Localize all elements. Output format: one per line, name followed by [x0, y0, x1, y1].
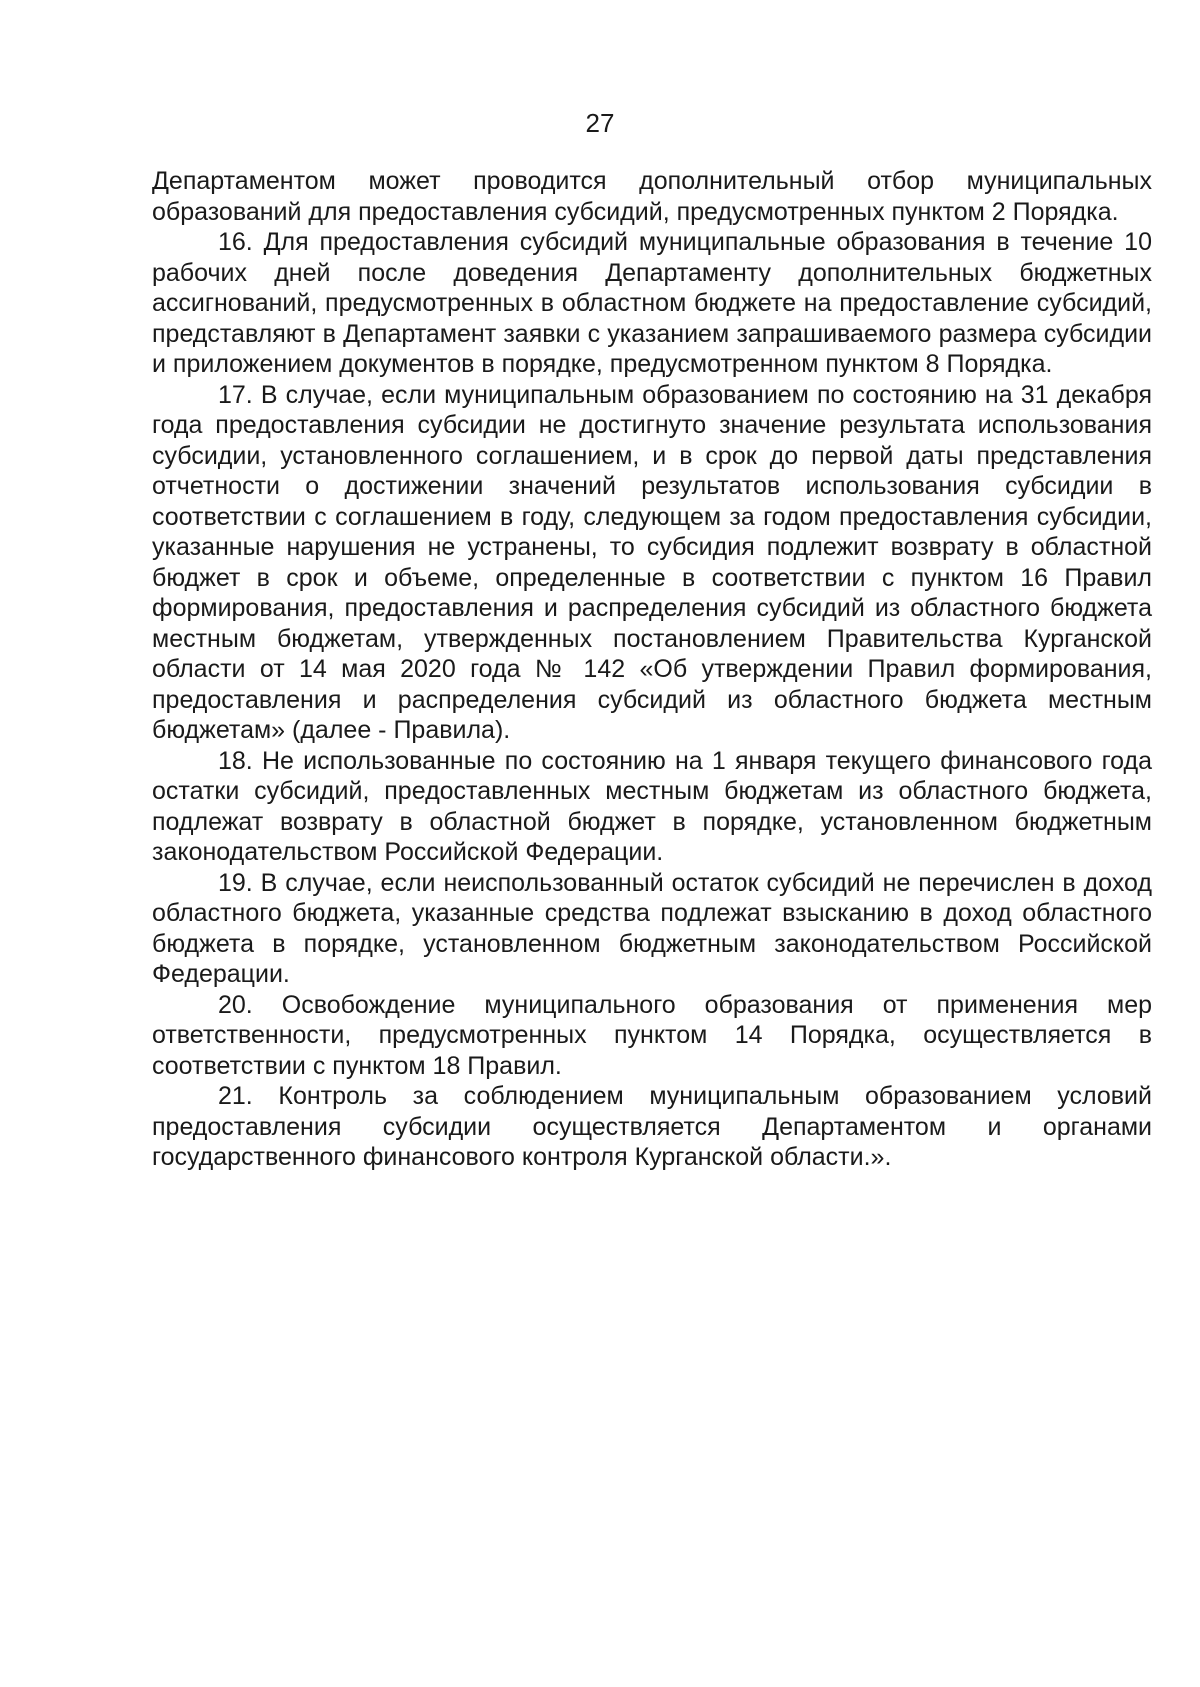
paragraph-19: 19. В случае, если неиспользованный остаток субсидий не перечислен в доход областного бюджета, указанные средства подлежат взысканию в доход областного бюджета в порядке, установленном бюджетным законодательством Российской Федерации. [152, 868, 1152, 988]
paragraph-21: 21. Контроль за соблюдением муниципальным образованием условий предоставления субсидии осуществляется Департаментом и органами государственного финансового контроля Курганской области.». [152, 1082, 1152, 1171]
paragraph-20: 20. Освобождение муниципального образования от применения мер ответственности, предусмотренных пунктом 14 Порядка, осуществляется в соответствии с пунктом 18 Правил. [152, 990, 1152, 1080]
paragraph-18: 18. Не использованные по состоянию на 1 января текущего финансового года остатки субсидий, предоставленных местным бюджетам из областного бюджета, подлежат возврату в областной бюджет в порядке, установленном бюджетным законодательством Российской Федерации. [152, 746, 1152, 866]
paragraph-16: 16. Для предоставления субсидий муниципальные образования в течение 10 рабочих дней после доведения Департаменту дополнительных бюджетных ассигнований, предусмотренных в областном бюджете на предоставление субсидий, представляют в Департамент заявки с указанием запрашиваемого размера субсидии и приложением документов в порядке, предусмотренном пунктом 8 Порядка. [152, 228, 1152, 378]
document-body [152, 166, 1152, 1173]
page-number: 27 [585, 108, 615, 138]
paragraph-17: 17. В случае, если муниципальным образованием по состоянию на 31 декабря года предоставления субсидии не достигнуто значение результата использования субсидии, установленного соглашением, и в срок до первой даты представления отчетности о достижении значений результатов использования субсидии в соответствии с соглашением в году, следующем за годом предоставления субсидии, указанные нарушения не устранены, то субсидия подлежит возврату в областной бюджет в срок и объеме, определенные в соответствии с пунктом 16 Правил формирования, предоставления и распределения субсидий из областного бюджета местным бюджетам, утвержденных постановлением Правительства Курганской области от 14 мая 2020 года № 142 «Об утверждении Правил формирования, предоставления и распределения субсидий из областного бюджета местным бюджетам» (далее - Правила). [152, 380, 1152, 744]
paragraph-continuation: Департаментом может проводится дополнительный отбор муниципальных образований для предоставления субсидий, предусмотренных пунктом 2 Порядка. [152, 167, 1152, 226]
